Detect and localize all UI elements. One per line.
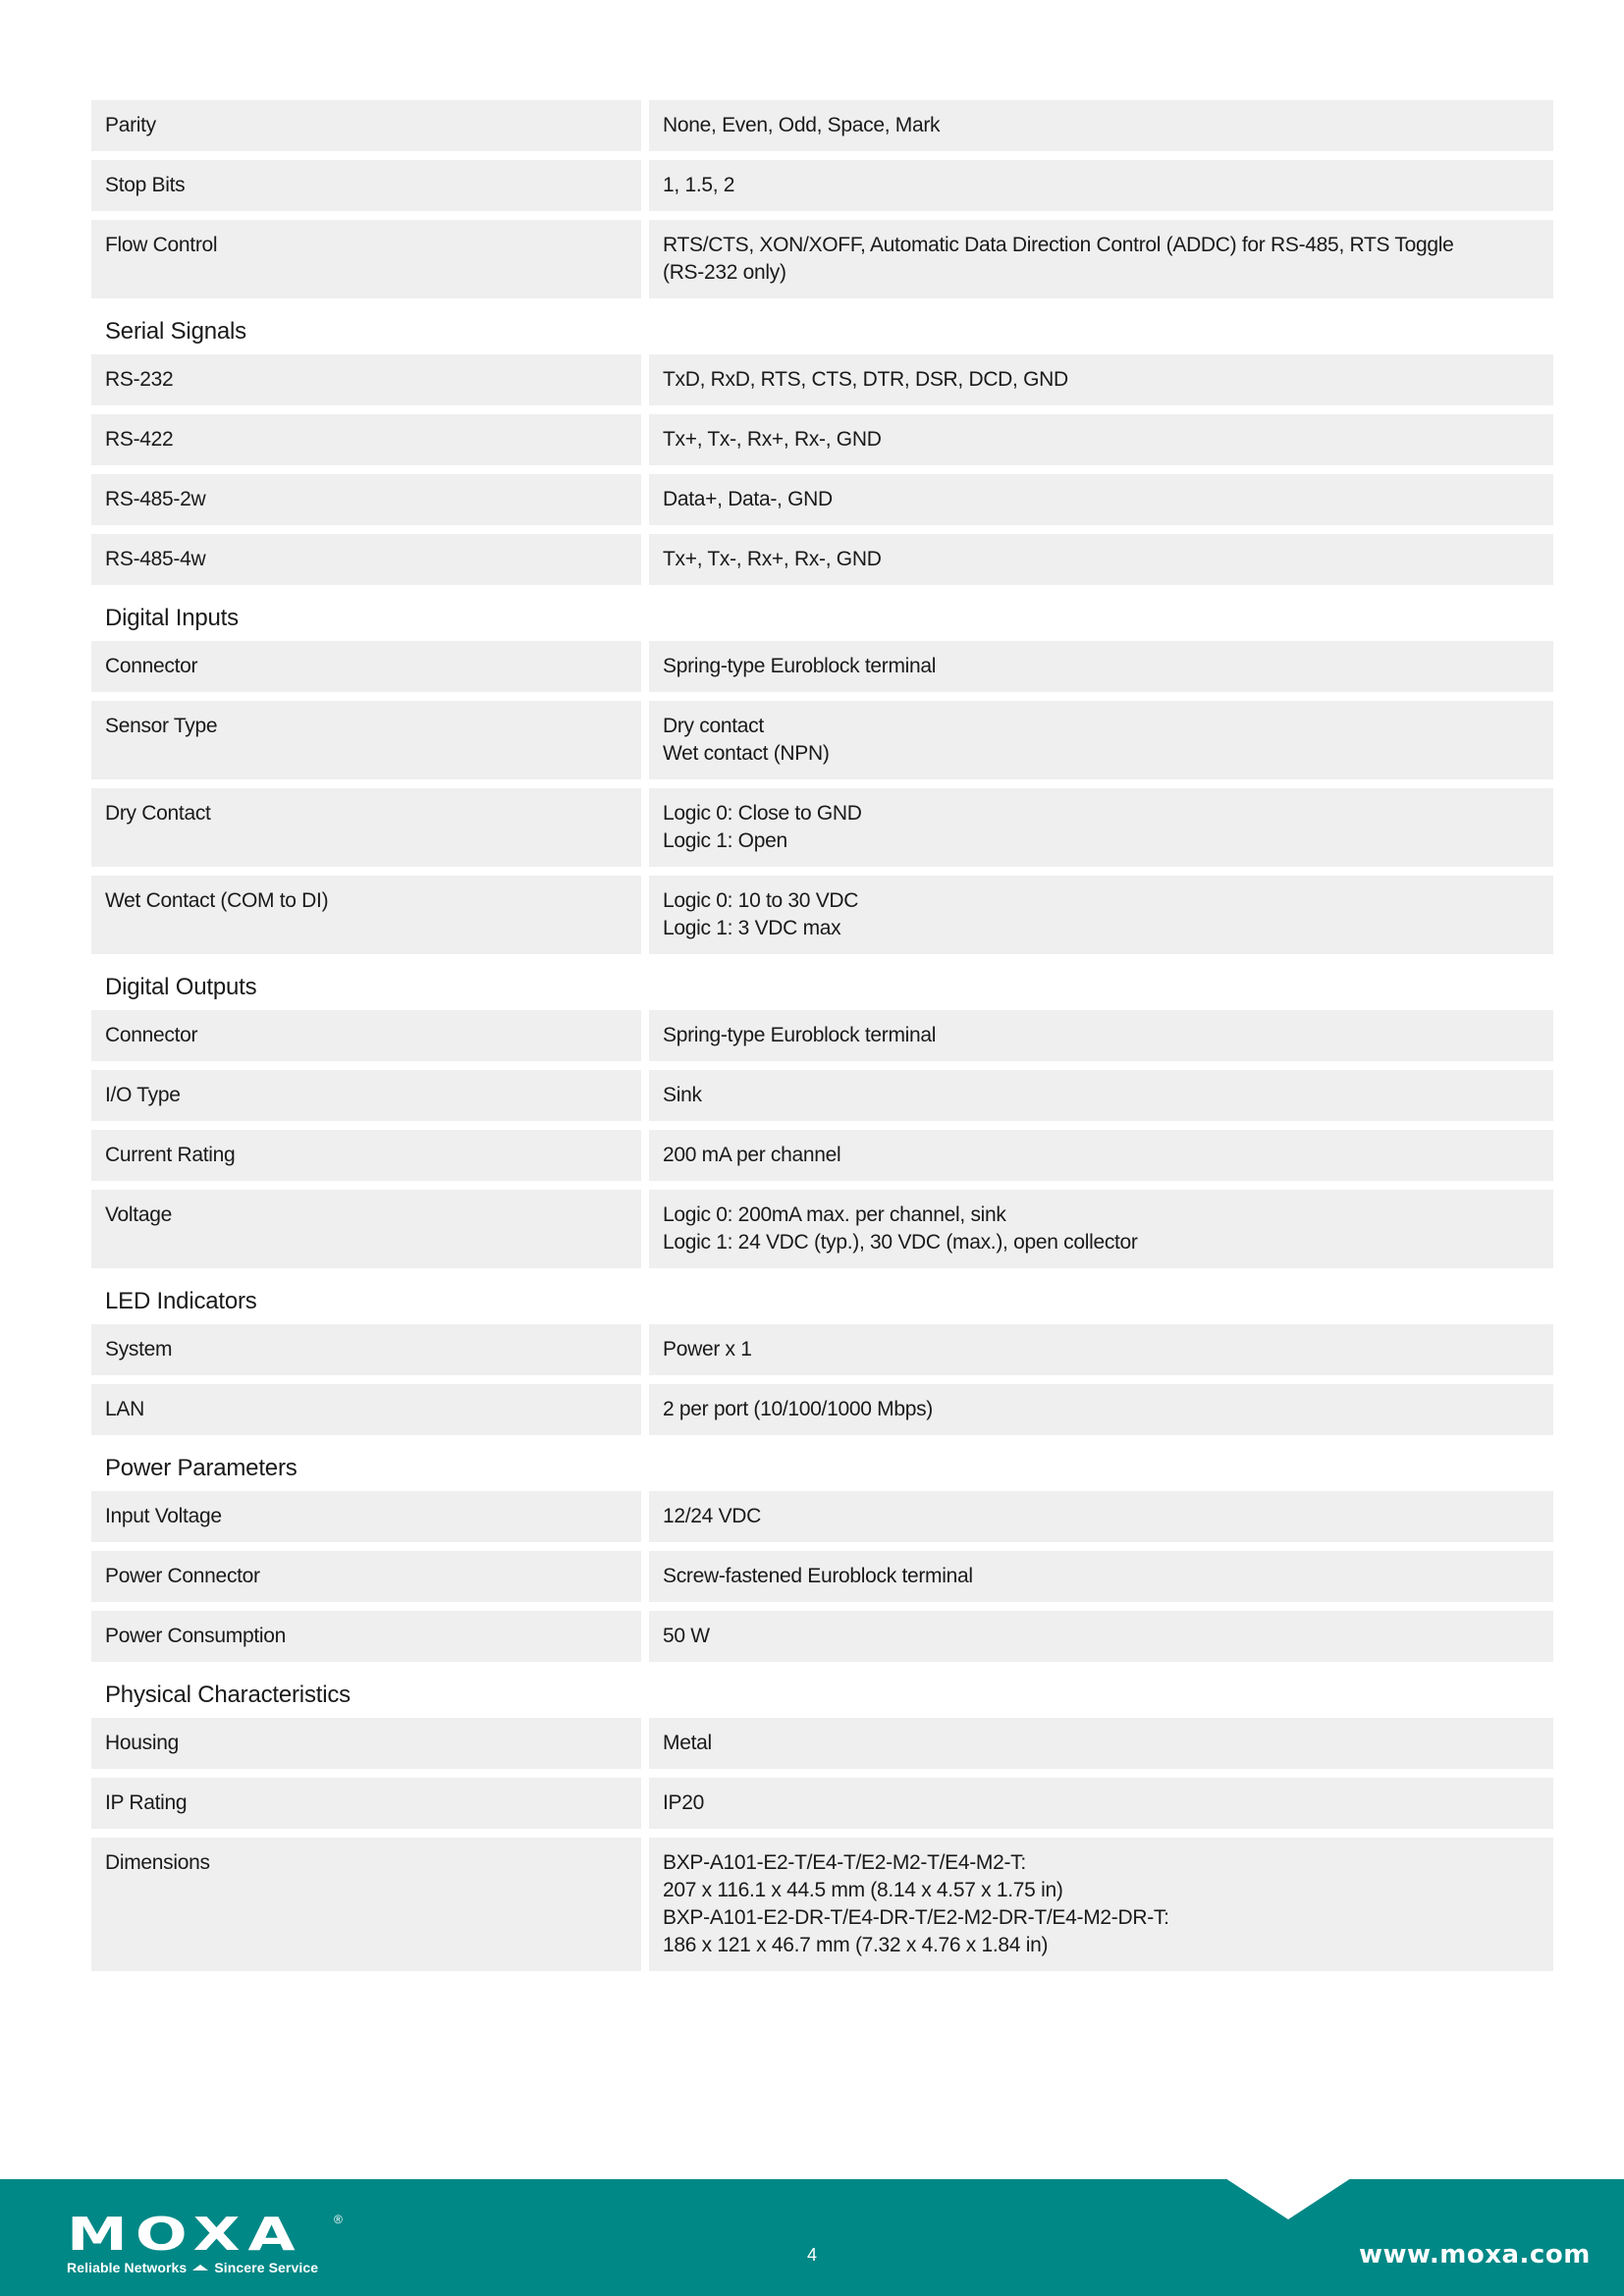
spec-label: Wet Contact (COM to DI): [91, 876, 641, 954]
spec-row: [91, 474, 1553, 525]
spec-label: System: [91, 1324, 641, 1375]
spec-label: RS-422: [91, 414, 641, 465]
spec-value: [649, 1718, 1553, 1769]
spec-value-line: RTS/CTS, XON/XOFF, Automatic Data Direction Control (ADDC) for RS-485, RTS Toggle: [663, 234, 1454, 256]
logo-wordmark: MOXA: [67, 2208, 303, 2261]
spec-value-line: 186 x 121 x 46.7 mm (7.32 x 4.76 x 1.84 in): [663, 1934, 1049, 1956]
section-title: Digital Outputs: [105, 974, 257, 1000]
section-title: Power Parameters: [105, 1455, 298, 1481]
spec-row: [91, 1551, 1553, 1602]
spec-label: Voltage: [91, 1190, 641, 1268]
spec-label: Power Consumption: [91, 1611, 641, 1662]
spec-row: [91, 354, 1553, 405]
spec-value-line: 2 per port (10/100/1000 Mbps): [663, 1398, 933, 1420]
spec-value: [649, 1384, 1553, 1435]
spec-row: [91, 534, 1553, 585]
spec-label: LAN: [91, 1384, 641, 1435]
spec-value-line: Logic 1: 24 VDC (typ.), 30 VDC (max.), open collector: [663, 1231, 1138, 1254]
spec-value: [649, 160, 1553, 211]
spec-row: [91, 1718, 1553, 1769]
spec-value: [649, 1130, 1553, 1181]
spec-label: RS-485-2w: [91, 474, 641, 525]
spec-row: [91, 100, 1553, 151]
spec-value-line: Logic 1: 3 VDC max: [663, 917, 841, 939]
spec-value-line: None, Even, Odd, Space, Mark: [663, 114, 941, 136]
spec-value: [649, 876, 1553, 954]
spec-value: [649, 1491, 1553, 1542]
spec-value-line: Wet contact (NPN): [663, 742, 830, 765]
spec-value-line: Metal: [663, 1732, 712, 1754]
spec-row: [91, 1010, 1553, 1061]
spec-row: [91, 876, 1553, 954]
spec-value: [649, 220, 1553, 298]
spec-label: Connector: [91, 1010, 641, 1061]
spec-label: Sensor Type: [91, 701, 641, 779]
spec-value-line: BXP-A101-E2-T/E4-T/E2-M2-T/E4-M2-T:: [663, 1851, 1026, 1874]
spec-row: [91, 1130, 1553, 1181]
spec-row: [91, 1611, 1553, 1662]
spec-value: [649, 1778, 1553, 1829]
spec-value-line: Power x 1: [663, 1338, 752, 1361]
spec-value: [649, 1190, 1553, 1268]
spec-label: Input Voltage: [91, 1491, 641, 1542]
spec-label: Housing: [91, 1718, 641, 1769]
tagline-left: Reliable Networks: [67, 2260, 188, 2275]
spec-value: [649, 1551, 1553, 1602]
spec-row: [91, 220, 1553, 298]
spec-value-line: Logic 0: 10 to 30 VDC: [663, 889, 859, 912]
spec-value: [649, 701, 1553, 779]
spec-value-line: Dry contact: [663, 715, 764, 737]
spec-label: RS-232: [91, 354, 641, 405]
spec-row: [91, 1838, 1553, 1971]
spec-label: Current Rating: [91, 1130, 641, 1181]
spec-row: [91, 414, 1553, 465]
spec-value-line: Data+, Data-, GND: [663, 488, 833, 510]
section-title: Digital Inputs: [105, 605, 239, 631]
logo-tagline: [67, 2260, 318, 2275]
section-title: Physical Characteristics: [105, 1682, 351, 1708]
spec-value-line: Screw-fastened Euroblock terminal: [663, 1565, 973, 1587]
spec-label: Dry Contact: [91, 788, 641, 867]
spec-value-line: (RS-232 only): [663, 261, 786, 284]
triangle-separator-icon: [192, 2265, 208, 2270]
spec-value: [649, 1611, 1553, 1662]
spec-value: [649, 788, 1553, 867]
spec-label: IP Rating: [91, 1778, 641, 1829]
spec-value-line: Logic 1: Open: [663, 829, 787, 852]
spec-value-line: Spring-type Euroblock terminal: [663, 655, 937, 677]
spec-label: Flow Control: [91, 220, 641, 298]
spec-row: [91, 641, 1553, 692]
spec-value-line: 200 mA per channel: [663, 1144, 841, 1166]
spec-value-line: Logic 0: 200mA max. per channel, sink: [663, 1203, 1006, 1226]
spec-value-line: Tx+, Tx-, Rx+, Rx-, GND: [663, 548, 882, 570]
spec-label: Connector: [91, 641, 641, 692]
spec-value: [649, 100, 1553, 151]
spec-value-line: 207 x 116.1 x 44.5 mm (8.14 x 4.57 x 1.75 in): [663, 1879, 1063, 1901]
spec-label: I/O Type: [91, 1070, 641, 1121]
footer-notch-decoration: [1225, 2178, 1351, 2219]
moxa-logo: [67, 2208, 343, 2275]
page-number: 4: [807, 2245, 818, 2265]
spec-value-line: BXP-A101-E2-DR-T/E4-DR-T/E2-M2-DR-T/E4-M2-DR-T:: [663, 1906, 1169, 1929]
spec-value-line: 1, 1.5, 2: [663, 174, 735, 196]
spec-value-line: Sink: [663, 1084, 702, 1106]
spec-label: Parity: [91, 100, 641, 151]
spec-value: [649, 641, 1553, 692]
spec-row: [91, 1190, 1553, 1268]
section-title: LED Indicators: [105, 1288, 257, 1314]
spec-label: Stop Bits: [91, 160, 641, 211]
spec-label: Power Connector: [91, 1551, 641, 1602]
spec-row: [91, 1491, 1553, 1542]
spec-value-line: TxD, RxD, RTS, CTS, DTR, DSR, DCD, GND: [663, 368, 1068, 391]
spec-value: [649, 354, 1553, 405]
spec-row: [91, 1324, 1553, 1375]
spec-value: [649, 1838, 1553, 1971]
spec-row: [91, 1778, 1553, 1829]
spec-row: [91, 788, 1553, 867]
registered-mark-icon: ®: [334, 2213, 343, 2226]
website-link[interactable]: www.moxa.com: [1359, 2240, 1591, 2269]
spec-value-line: Tx+, Tx-, Rx+, Rx-, GND: [663, 428, 882, 451]
spec-row: [91, 1070, 1553, 1121]
spec-value-line: 12/24 VDC: [663, 1505, 762, 1527]
spec-value: [649, 1010, 1553, 1061]
spec-value-line: Logic 0: Close to GND: [663, 802, 862, 825]
section-title: Serial Signals: [105, 318, 246, 345]
spec-row: [91, 1384, 1553, 1435]
spec-row: [91, 701, 1553, 779]
spec-value-line: Spring-type Euroblock terminal: [663, 1024, 937, 1046]
spec-value-line: IP20: [663, 1791, 704, 1814]
tagline-right: Sincere Service: [214, 2260, 319, 2275]
spec-table: [91, 100, 1553, 1980]
spec-value: [649, 1324, 1553, 1375]
spec-value: [649, 414, 1553, 465]
spec-value: [649, 1070, 1553, 1121]
spec-label: RS-485-4w: [91, 534, 641, 585]
spec-value: [649, 474, 1553, 525]
spec-row: [91, 160, 1553, 211]
spec-label: Dimensions: [91, 1838, 641, 1971]
spec-value: [649, 534, 1553, 585]
spec-value-line: 50 W: [663, 1625, 710, 1647]
